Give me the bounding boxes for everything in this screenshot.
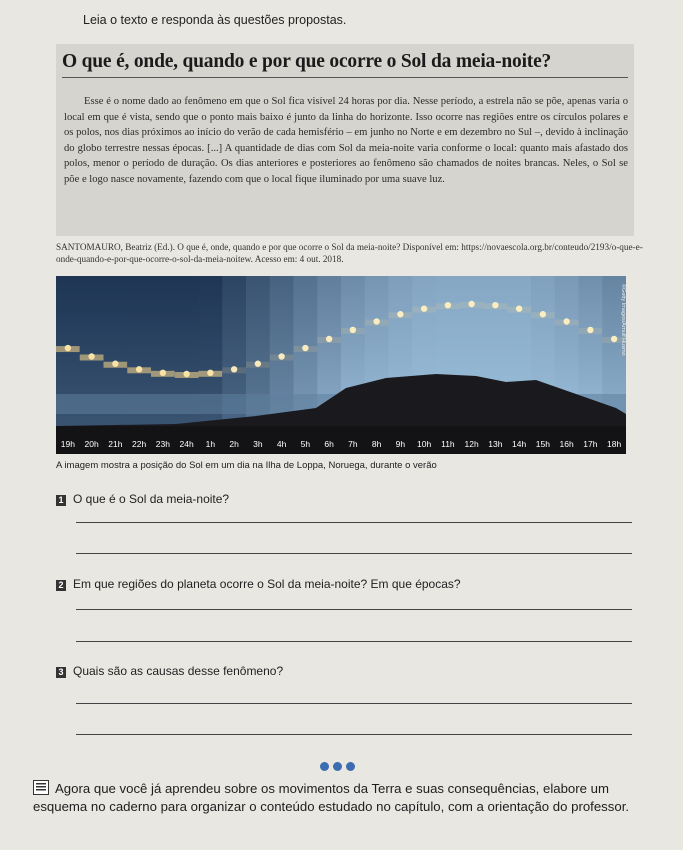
sun-glow (246, 362, 270, 368)
sun-glow (555, 320, 579, 326)
answer-line-2a[interactable] (76, 609, 632, 610)
sun-glow (56, 346, 80, 352)
sun-glow (484, 303, 508, 309)
article-title: O que é, onde, quando e por que ocorre o Sol da meia-noite? (62, 51, 628, 78)
question-text-3: Quais são as causas desse fenômeno? (73, 664, 284, 678)
answer-line-1b[interactable] (76, 553, 632, 554)
sun-glow (80, 355, 104, 361)
article-body: Esse é o nome dado ao fenômeno em que o Sol fica visível 24 horas por dia. Nesse período, a estrela não se põe, apenas varia o local em que é vista, sendo que o ponto mais baixo é junto da linha do horizonte. Isso ocorre nas regiões entre os círculos polares e os polos, nos dias próximos ao início do verão de cada hemisfério – em junho no Norte e em dezembro no Sul –, devido à inclinação do globo terrestre nessas épocas. [...] A quantidade de dias com Sol da meia-noite varia conforme o local: quanto mais afastado dos polos, menor o período de duração. Os dias anteriores e posteriores ao fenômeno são chamados de noites brancas. Neles, o Sol se põe e logo nasce novamente, fazendo com que o local fique iluminado por uma suave luz. (64, 96, 628, 185)
answer-line-2b[interactable] (76, 641, 632, 642)
divider-dot (320, 762, 329, 771)
hour-label: 23h (155, 439, 170, 449)
question-number-1: 1 (56, 495, 66, 506)
sun-glow (531, 312, 555, 318)
section-divider-dots (320, 758, 359, 776)
hour-label: 20h (84, 439, 99, 449)
sun-glow (365, 320, 389, 326)
hour-label: 3h (253, 439, 263, 449)
notebook-icon (33, 780, 49, 795)
midnight-sun-photo-svg (56, 276, 626, 454)
hour-label: 5h (300, 439, 311, 449)
hour-label: 1h (205, 439, 216, 449)
question-text-1: O que é o Sol da meia-noite? (73, 492, 230, 506)
hour-label: 2h (229, 439, 239, 449)
hour-label: 6h (324, 439, 334, 449)
sun-glow (294, 346, 318, 352)
hour-label: 18h (607, 439, 622, 449)
sun-glow (579, 328, 603, 334)
question-3 (56, 664, 283, 678)
answer-line-1a[interactable] (76, 522, 632, 523)
answer-line-3a[interactable] (76, 703, 632, 704)
hour-label: 13h (488, 439, 503, 449)
hour-label: 22h (132, 439, 147, 449)
sun-glow (507, 307, 531, 313)
sun-glow (460, 302, 484, 308)
question-2 (56, 577, 461, 591)
hour-label: 12h (464, 439, 479, 449)
hour-label: 11h (441, 439, 455, 449)
hour-label: 19h (60, 439, 75, 449)
sun-glow (389, 312, 413, 318)
hour-label: 17h (583, 439, 598, 449)
sun-glow (270, 355, 294, 361)
hour-label: 4h (276, 439, 287, 449)
question-number-3: 3 (56, 667, 66, 678)
hour-label: 24h (179, 439, 194, 449)
article-citation: SANTOMAURO, Beatriz (Ed.). O que é, onde, quando e por que ocorre o Sol da meia-noite? Disponível em: https://novaescola.org.br/conteudo/2193/o-que-e-onde-quando-e-por-que-ocorre-o-sol-da-meia-noitew. Acesso em: 4 out. 2018. (56, 242, 643, 264)
final-activity-text: Agora que você já aprendeu sobre os movimentos da Terra e suas consequências, elabore um esquema no caderno para organizar o conteúdo estudado no capítulo, com a orientação do professor. (33, 781, 630, 814)
sun-glow (341, 328, 365, 334)
sun-glow (412, 307, 436, 313)
photo-caption: A imagem mostra a posição do Sol em um dia na Ilha de Loppa, Noruega, durante o verão (56, 460, 437, 471)
hour-label: 7h (348, 439, 358, 449)
answer-line-3b[interactable] (76, 734, 632, 735)
hour-label: 21h (108, 439, 123, 449)
sun-glow (199, 371, 223, 377)
sun-glow (222, 367, 246, 373)
divider-dot (346, 762, 355, 771)
photo-credit: ©Getty Images/Arnulf Husmo (620, 284, 626, 356)
hour-label: 15h (535, 439, 550, 449)
hour-label: 8h (371, 439, 382, 449)
sun-glow (317, 337, 341, 343)
divider-dot (333, 762, 342, 771)
sun-glow (175, 372, 199, 378)
hour-label: 10h (417, 439, 432, 449)
article-box (56, 44, 634, 236)
sun-glow (127, 367, 151, 373)
midnight-sun-photo (56, 276, 626, 454)
sun-glow (104, 362, 128, 368)
hour-label: 14h (512, 439, 527, 449)
sun-glow (436, 303, 460, 309)
hour-label: 9h (395, 439, 406, 449)
question-text-2: Em que regiões do planeta ocorre o Sol da meia-noite? Em que épocas? (73, 577, 461, 591)
instruction-text: Leia o texto e responda às questões propostas. (83, 13, 347, 27)
question-number-2: 2 (56, 580, 66, 591)
sun-glow (151, 371, 175, 377)
final-activity (33, 780, 653, 815)
question-1 (56, 492, 229, 506)
hour-label: 16h (559, 439, 574, 449)
